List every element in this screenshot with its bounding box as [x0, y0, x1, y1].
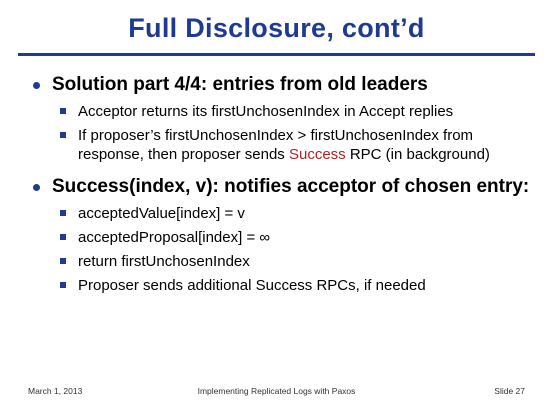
slide-content — [32, 74, 532, 307]
subbullet-list — [32, 102, 532, 164]
square-bullet-icon — [60, 132, 66, 138]
subbullet-item — [32, 252, 532, 271]
subbullet-text: Proposer sends additional Success RPCs, if needed — [78, 277, 426, 294]
subbullet-item — [32, 204, 532, 223]
subbullet-item — [32, 228, 532, 247]
bullet-heading: Success(index, v): notifies acceptor of chosen entry: — [52, 176, 530, 197]
subbullet-text: Acceptor returns its firstUnchosenIndex in Accept replies — [78, 103, 454, 120]
subbullet-text: acceptedValue[index] = v — [78, 205, 245, 222]
square-bullet-icon — [60, 108, 66, 114]
bullet-heading: Solution part 4/4: entries from old leaders — [52, 74, 428, 95]
subbullet-text-prefix: If proposer’s firstUnchosenIndex > firstUnchosenIndex from response, then proposer sends — [78, 127, 474, 163]
square-bullet-icon — [60, 258, 66, 264]
square-bullet-icon — [60, 210, 66, 216]
bullet-success-rpc — [32, 176, 532, 198]
footer-title: Implementing Replicated Logs with Paxos — [197, 386, 356, 396]
footer-date: March 1, 2013 — [28, 386, 83, 396]
subbullet-text-suffix: RPC (in background) — [345, 146, 490, 163]
slide-number: Slide 27 — [494, 386, 525, 396]
square-bullet-icon — [60, 234, 66, 240]
slide-title: Full Disclosure, cont’d — [128, 13, 425, 43]
title-divider — [18, 53, 535, 56]
subbullet-text: acceptedProposal[index] = ∞ — [78, 229, 271, 246]
bullet-dot-icon — [33, 184, 40, 191]
square-bullet-icon — [60, 282, 66, 288]
subbullet-item — [32, 126, 532, 164]
bullet-dot-icon — [33, 82, 40, 89]
subbullet-text: return firstUnchosenIndex — [78, 253, 250, 270]
subbullet-item — [32, 102, 532, 121]
success-keyword: Success — [288, 146, 346, 163]
subbullet-item — [32, 276, 532, 295]
subbullet-list — [32, 204, 532, 295]
bullet-solution — [32, 74, 532, 96]
